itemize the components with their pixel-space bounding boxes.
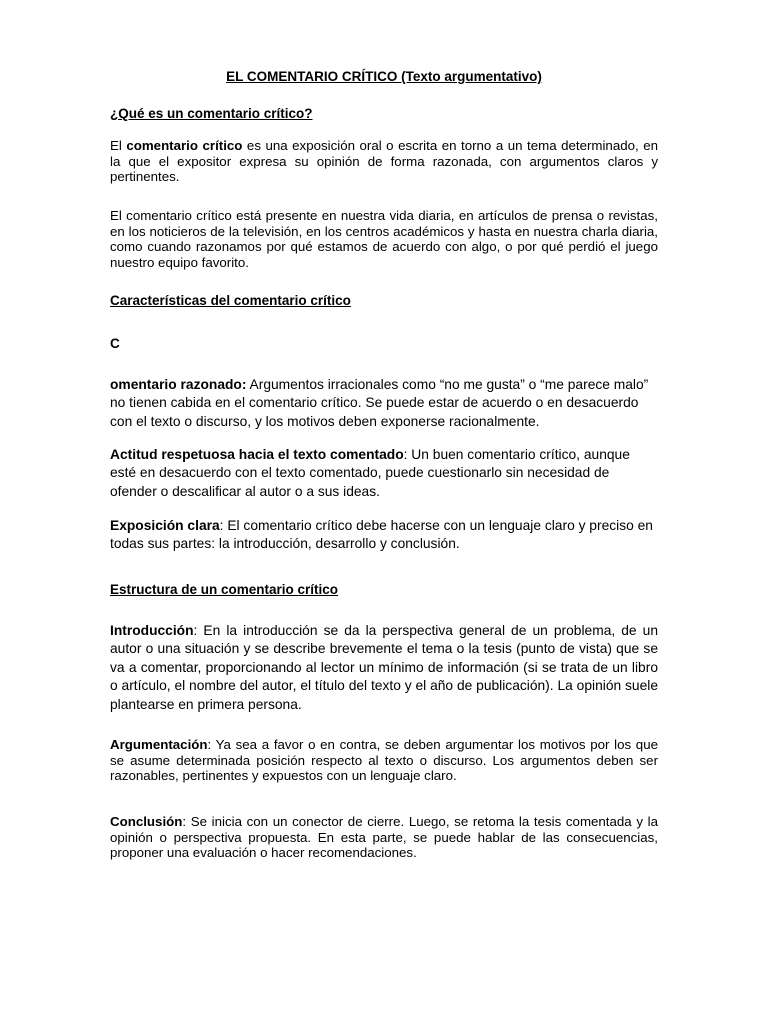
definition-paragraph (110, 138, 658, 185)
structure-term: Argumentación (110, 737, 208, 752)
structure-text: : Se inicia con un conector de cierre. Luego, se retoma la tesis comentada y la opinión o perspectiva propuesta. En esta parte, se puede hablar de las consecuencias, proponer una evaluación o hacer recomendaciones. (110, 814, 658, 860)
structure-item (110, 622, 658, 714)
characteristic-item (110, 376, 658, 431)
definition-text: es una exposición oral o escrita en torno a un tema determinado, en la que el expositor expresa su opinión de forma razonada, con argumentos claros y pertinentes. (110, 138, 658, 184)
section-heading-characteristics: Características del comentario crítico (110, 293, 351, 308)
section-heading-structure: Estructura de un comentario crítico (110, 582, 339, 597)
characteristic-text: Argumentos irracionales como “no me gusta” o “me parece malo” no tienen cabida en el comentario crítico. Se puede estar de acuerdo o en desacuerdo con el texto o discurso, y los motivos deben exponerse racionalmente. (110, 377, 649, 429)
definition-lead: El (110, 138, 127, 153)
structure-term: Introducción (110, 623, 194, 638)
characteristic-term: omentario razonado: (110, 377, 247, 392)
characteristic-text: : El comentario crítico debe hacerse con un lenguaje claro y preciso en todas sus partes: la introducción, desarrollo y conclusión. (110, 518, 653, 552)
definition-term: comentario crítico (126, 138, 243, 153)
characteristic-item (110, 517, 658, 554)
document-title: EL COMENTARIO CRÍTICO (Texto argumentativo) (226, 69, 542, 84)
characteristic-text: : Un buen comentario crítico, aunque esté en desacuerdo con el texto comentado, puede cuestionarlo sin necesidad de ofender o descalificar al autor o a sus ideas. (110, 447, 630, 499)
characteristic-term: Exposición clara (110, 518, 220, 533)
everyday-paragraph: El comentario crítico está presente en nuestra vida diaria, en artículos de prensa o revistas, en los noticieros de la televisión, en los centros académicos y hasta en nuestra charla diaria, como cuando razonamos por qué estamos de acuerdo con algo, o por qué perdió el juego nuestro equipo favorito. (110, 208, 658, 270)
structure-item (110, 737, 658, 784)
structure-text: : Ya sea a favor o en contra, se deben argumentar los motivos por los que se asume determinada posición respecto al texto o discurso. Los argumentos deben ser razonables, pertinentes y expuestos con un lenguaje claro. (110, 737, 658, 783)
characteristic-item (110, 446, 658, 501)
characteristic-term: Actitud respetuosa hacia el texto comentado (110, 447, 404, 462)
structure-term: Conclusión (110, 814, 183, 829)
structure-text: : En la introducción se da la perspectiva general de un problema, de un autor o una situación y se describe brevemente el tema o la tesis (punto de vista) que se va a comentar, proporcionando al lector un mínimo de información (si se trata de un libro o artículo, el nombre del autor, el título del texto y el año de publicación). La opinión suele plantearse en primera persona. (110, 623, 658, 712)
structure-item (110, 814, 658, 861)
section-heading-what-is: ¿Qué es un comentario crítico? (110, 106, 313, 121)
drop-cap-letter: C (110, 336, 120, 351)
